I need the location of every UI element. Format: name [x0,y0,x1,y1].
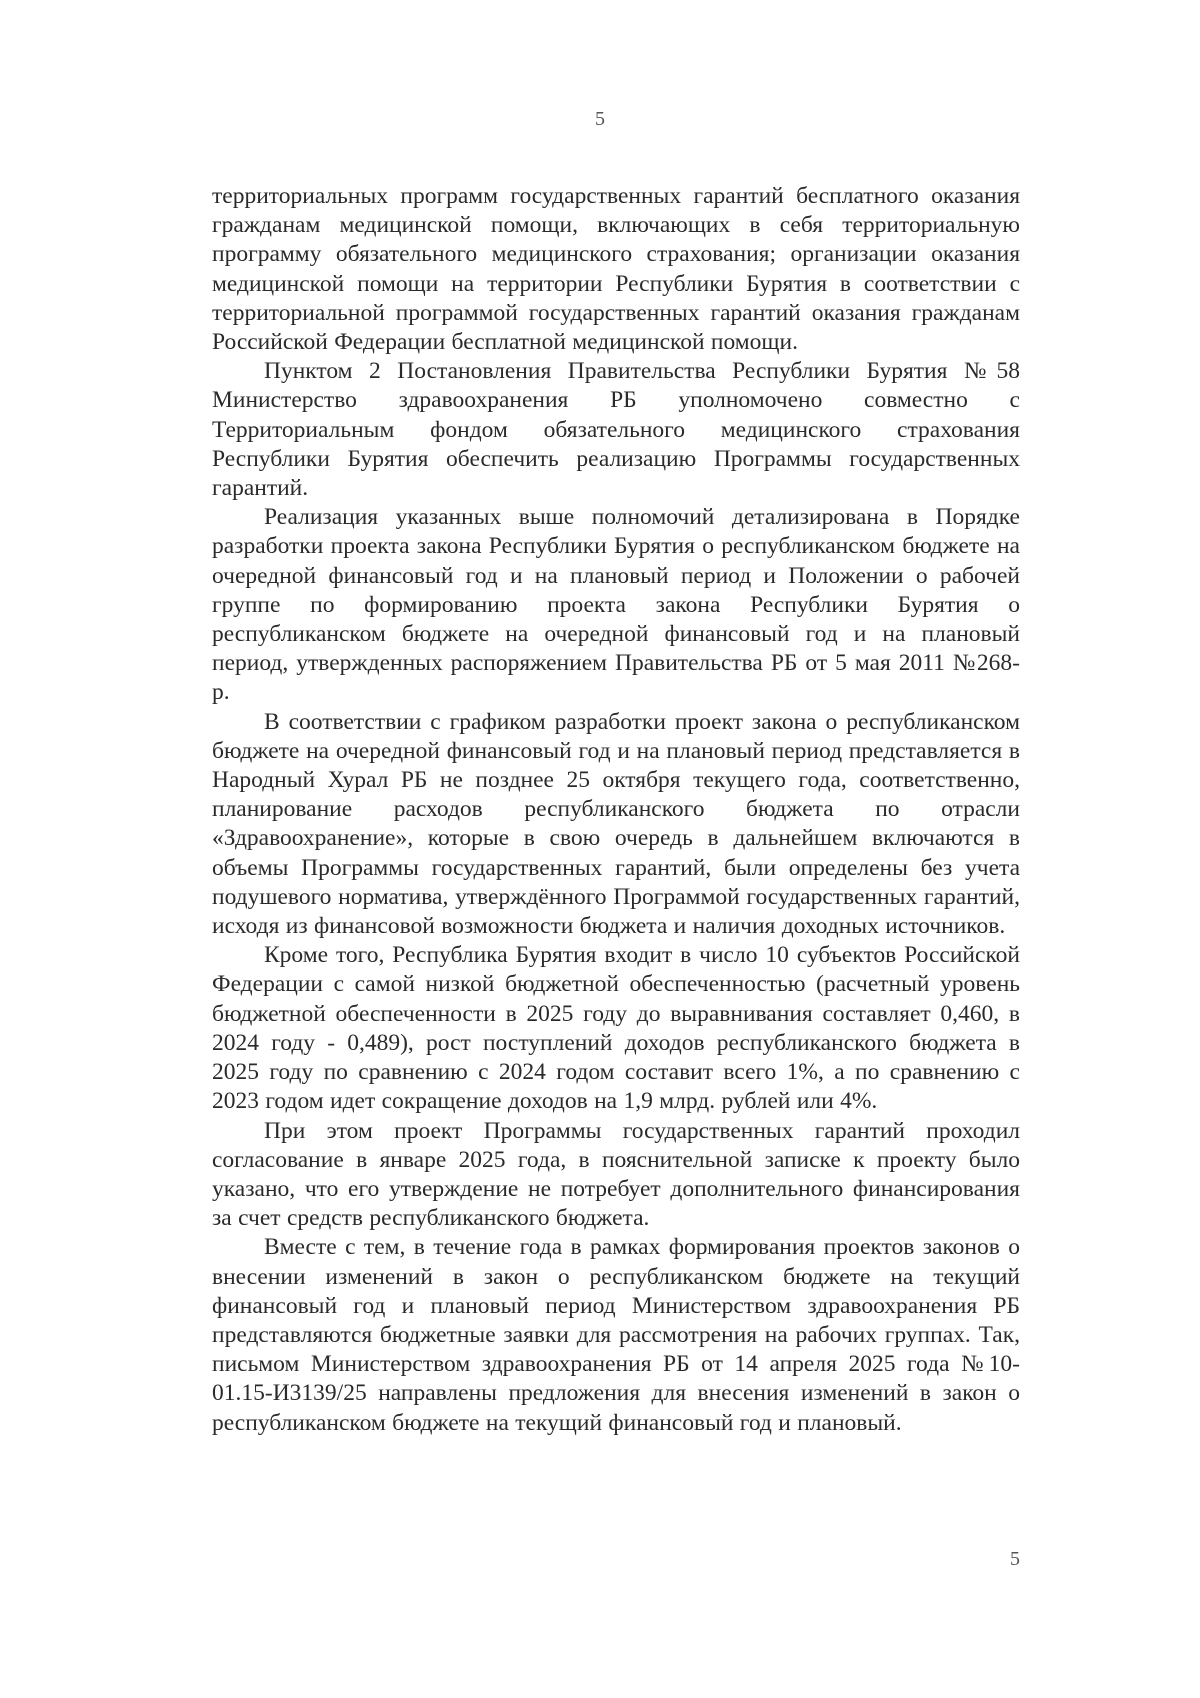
paragraph-6: При этом проект Программы государственных гарантий проходил согласование в январе 2025 года, в пояснительной записке к проекту было указано, что его утверждение не потребует дополнительного финансирования за счет средств республиканского бюджета. [212,1117,1020,1232]
paragraph-7: Вместе с тем, в течение года в рамках формирования проектов законов о внесении изменений в закон о республиканском бюджете на текущий финансовый год и плановый период Министерством здравоохранения РБ представляются бюджетные заявки для рассмотрения на рабочих группах. Так, письмом Министерством здравоохранения РБ от 14 апреля 2025 года №10-01.15-И3139/25 направлены предложения для внесения изменений в закон о республиканском бюджете на текущий финансовый год и плановый. [212,1234,1020,1436]
document-body [212,182,1020,1438]
paragraph-2: Пунктом 2 Постановления Правительства Республики Бурятия №58 Министерство здравоохранения РБ уполномочено совместно с Территориальным фондом обязательного медицинского страхования Республики Бурятия обеспечить реализацию Программы государственных гарантий. [212,358,1020,502]
paragraph-4: В соответствии с графиком разработки проект закона о республиканском бюджете на очередной финансовый год и на плановый период представляется в Народный Хурал РБ не позднее 25 октября текущего года, соответственно, планирование расходов республиканского бюджета по отрасли «Здравоохранение», которые в свою очередь в дальнейшем включаются в объемы Программы государственных гарантий, были определены без учета подушевого норматива, утверждённого Программой государственных гарантий, исходя из финансовой возможности бюджета и наличия доходных источников. [212,708,1020,940]
paragraph-5: Кроме того, Республика Бурятия входит в число 10 субъектов Российской Федерации с самой низкой бюджетной обеспеченностью (расчетный уровень бюджетной обеспеченности в 2025 году до выравнивания составляет 0,460, в 2024 году - 0,489), рост поступлений доходов республиканского бюджета в 2025 году по сравнению с 2024 годом составит всего 1%, а по сравнению с 2023 годом идет сокращение доходов на 1,9 млрд. рублей или 4%. [212,942,1020,1115]
paragraph-3: Реализация указанных выше полномочий детализирована в Порядке разработки проекта закона Республики Бурятия о республиканском бюджете на очередной финансовый год и на плановый период и Положении о рабочей группе по формированию проекта закона Республики Бурятия о республиканском бюджете на очередной финансовый год и на плановый период, утвержденных распоряжением Правительства РБ от 5 мая 2011 №268-р. [212,504,1020,706]
page-number-top: 5 [595,108,605,130]
paragraph-1: территориальных программ государственных гарантий бесплатного оказания гражданам медицинской помощи, включающих в себя территориальную программу обязательного медицинского страхования; организации оказания медицинской помощи на территории Республики Бурятия в соответствии с территориальной программой государственных гарантий оказания гражданам Российской Федерации бесплатной медицинской помощи. [212,183,1020,356]
page-number-bottom: 5 [1010,1548,1020,1570]
